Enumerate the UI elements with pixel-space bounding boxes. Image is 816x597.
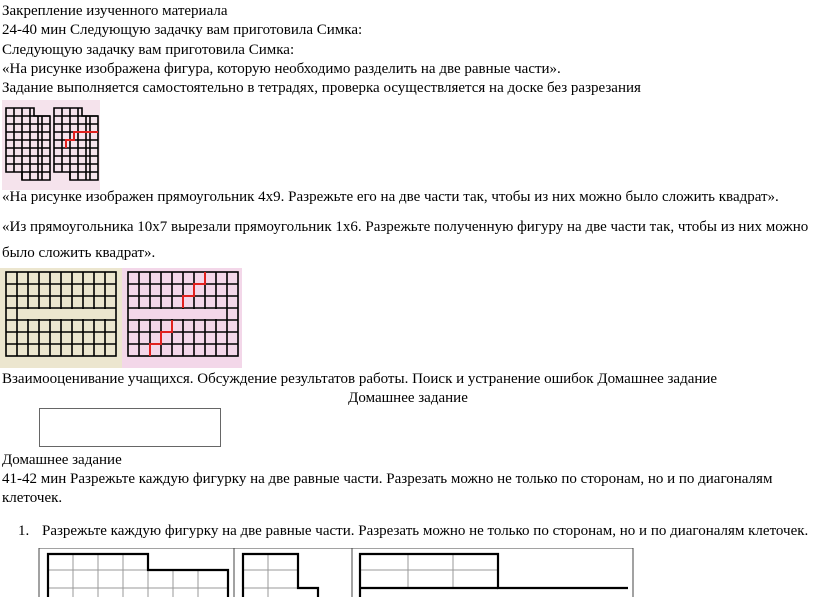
task-instruction: Задание выполняется самостоятельно в тетрадях, проверка осуществляется на доске без разрезания xyxy=(2,80,641,96)
list-item-number: 1. xyxy=(18,523,30,539)
figure-staircase-pair xyxy=(2,100,100,190)
homework-task-line-1: 41-42 мин Разрежьте каждую фигурку на две равные части. Разрезать можно не только по сторонам, но и по диагоналям xyxy=(2,471,773,487)
numbered-list-item xyxy=(18,522,808,541)
timed-task-line: 24-40 мин Следующую задачку вам приготовила Симка: xyxy=(2,22,363,38)
task-quote-line: «На рисунке изображена фигура, которую необходимо разделить на две равные части». xyxy=(2,61,561,77)
homework-task-line-2: клеточек. xyxy=(2,490,63,506)
figure-homework-shapes xyxy=(38,548,634,597)
homework-heading: Домашнее задание xyxy=(2,452,122,468)
list-item-text: Разрежьте каждую фигурку на две равные части. Разрезать можно не только по сторонам, но и по диагоналям клеточек. xyxy=(42,523,809,539)
homework-heading-centered: Домашнее задание xyxy=(348,390,468,406)
empty-answer-box xyxy=(39,408,221,447)
peer-assessment-line: Взаимооценивание учащихся. Обсуждение результатов работы. Поиск и устранение ошибок Домашнее задание xyxy=(2,371,718,387)
section-title: Закрепление изученного материала xyxy=(2,3,228,19)
cutout-task-line-2: было сложить квадрат». xyxy=(2,245,156,261)
rectangle-task-line: «На рисунке изображен прямоугольник 4х9. Разрежьте его на две части так, чтобы из них можно было сложить квадрат». xyxy=(2,189,779,205)
figure-grid-cutout-pair xyxy=(0,268,242,368)
cutout-task-line-1: «Из прямоугольника 10х7 вырезали прямоугольник 1х6. Разрежьте полученную фигуру на две части так, чтобы из них можно xyxy=(2,219,809,235)
task-intro-line: Следующую задачку вам приготовила Симка: xyxy=(2,42,295,58)
